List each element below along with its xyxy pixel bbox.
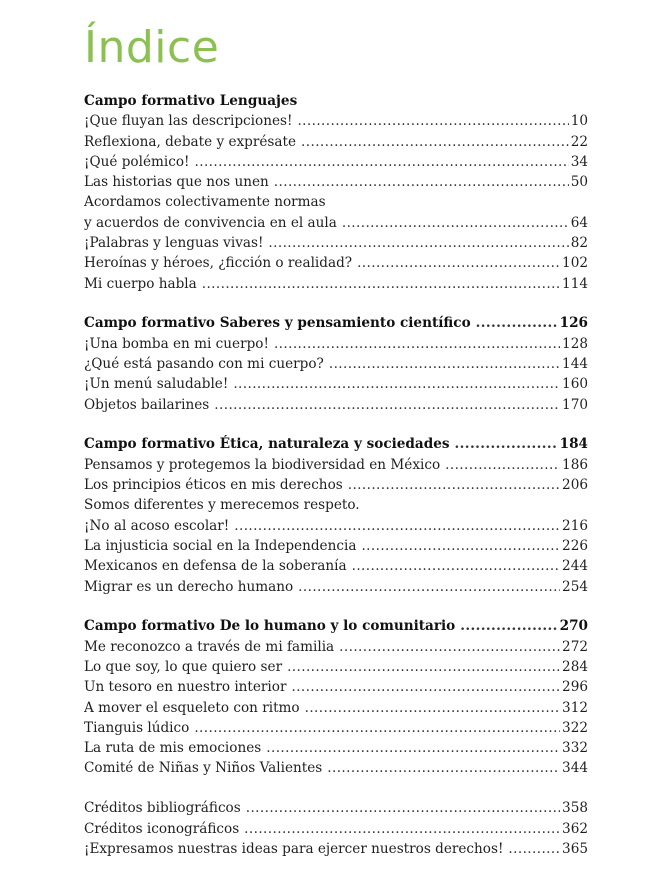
toc-entry-label: La injusticia social en la Independencia [84, 537, 357, 554]
dot-leader [195, 152, 569, 172]
page-number: 244 [562, 558, 588, 575]
toc-entry-label: ¡No al acoso escolar! [84, 517, 230, 534]
toc-entry[interactable] [84, 274, 588, 294]
section-heading[interactable] [84, 91, 588, 111]
toc-entry[interactable] [84, 718, 588, 738]
dot-leader [298, 577, 560, 597]
toc-entry-label: ¡Expresamos nuestras ideas para ejercer nuestros derechos! [84, 840, 504, 857]
dot-leader [274, 334, 560, 354]
page-number: 114 [562, 275, 588, 292]
toc-entry-label: Me reconozco a través de mi familia [84, 638, 335, 655]
toc-entry[interactable] [84, 556, 588, 576]
dot-leader [244, 819, 560, 839]
page-number: 332 [562, 740, 588, 757]
page-number: 272 [562, 638, 588, 655]
toc-entry-label: Lo que soy, lo que quiero ser [84, 658, 283, 675]
page-number: 64 [570, 214, 588, 231]
toc-entry[interactable] [84, 132, 588, 152]
page-number: 312 [562, 699, 588, 716]
page-number: 82 [570, 235, 588, 252]
toc-entry[interactable] [84, 354, 588, 374]
page-number: 344 [562, 760, 588, 777]
toc-entry-label: ¡Palabras y lenguas vivas! [84, 235, 264, 252]
toc-entry[interactable] [84, 233, 588, 253]
toc-entry[interactable] [84, 738, 588, 758]
toc-entry[interactable] [84, 819, 588, 839]
section-heading-label: Campo formativo Saberes y pensamiento científico [84, 315, 471, 332]
page-number: 296 [562, 679, 588, 696]
dot-leader [327, 758, 560, 778]
section-heading-label: Campo formativo De lo humano y lo comunitario [84, 618, 456, 635]
toc-entry[interactable] [84, 213, 588, 233]
toc-entry[interactable] [84, 516, 588, 536]
page-number: 126 [559, 315, 588, 332]
toc-entry-label: Mexicanos en defensa de la soberanía [84, 558, 347, 575]
toc-entry[interactable] [84, 758, 588, 778]
toc-entry[interactable] [84, 111, 588, 131]
dot-leader [357, 253, 560, 273]
toc-entry-label: Migrar es un derecho humano [84, 578, 294, 595]
dot-leader [194, 718, 560, 738]
toc-entry[interactable] [84, 172, 588, 192]
dot-leader [287, 657, 560, 677]
page-number: 10 [570, 113, 588, 130]
toc-entry[interactable] [84, 577, 588, 597]
toc-entry[interactable] [84, 698, 588, 718]
index-page [84, 0, 588, 879]
toc-entry-label: A mover el esqueleto con ritmo [84, 699, 300, 716]
toc-entry[interactable] [84, 798, 588, 818]
dot-leader [329, 354, 560, 374]
toc-entry[interactable] [84, 657, 588, 677]
page-number: 206 [562, 477, 588, 494]
toc-entry-label: Tianguis lúdico [84, 719, 190, 736]
toc-entry-label: Las historias que nos unen [84, 174, 269, 191]
section-heading[interactable] [84, 313, 588, 333]
page-title: Índice [84, 22, 220, 73]
page-number: 322 [562, 719, 588, 736]
page-number: 184 [559, 436, 588, 453]
toc-entry-label: Mi cuerpo habla [84, 275, 197, 292]
page-number: 270 [559, 618, 588, 635]
page-number: 22 [570, 133, 588, 150]
page-number: 365 [562, 840, 588, 857]
page-number: 186 [562, 456, 588, 473]
toc-section [84, 91, 588, 294]
page-number: 284 [562, 658, 588, 675]
dot-leader [445, 455, 560, 475]
dot-leader [233, 374, 560, 394]
toc-entry[interactable] [84, 495, 588, 515]
toc-entry-label: ¡Un menú saludable! [84, 376, 229, 393]
dot-leader [361, 536, 560, 556]
dot-leader [202, 274, 560, 294]
page-number: 358 [562, 800, 588, 817]
section-heading[interactable] [84, 616, 588, 636]
page-number: 128 [562, 335, 588, 352]
dot-leader [266, 738, 560, 758]
dot-leader [305, 698, 560, 718]
toc-section-credits [84, 798, 588, 859]
toc-entry[interactable] [84, 536, 588, 556]
toc-entry[interactable] [84, 677, 588, 697]
toc-entry-label: ¡Una bomba en mi cuerpo! [84, 335, 269, 352]
toc-entry-label: Pensamos y protegemos la biodiversidad en México [84, 456, 441, 473]
toc-section [84, 434, 588, 596]
dot-leader [268, 233, 568, 253]
dot-leader [352, 556, 560, 576]
toc-entry[interactable] [84, 395, 588, 415]
toc-entry-label: Heroínas y héroes, ¿ficción o realidad? [84, 255, 353, 272]
toc-entry-label: Créditos bibliográficos [84, 800, 241, 817]
toc-entry-label: Reflexiona, debate y exprésate [84, 133, 297, 150]
toc-entry-label: Créditos iconográficos [84, 820, 240, 837]
dot-leader [339, 637, 560, 657]
dot-leader [291, 677, 560, 697]
page-number: 160 [562, 376, 588, 393]
page-number: 170 [562, 396, 588, 413]
dot-leader [297, 111, 568, 131]
toc-section [84, 313, 588, 414]
dot-leader [460, 616, 557, 636]
section-heading-label: Campo formativo Ética, naturaleza y sociedades [84, 436, 450, 453]
dot-leader [348, 475, 560, 495]
toc-entry[interactable] [84, 637, 588, 657]
toc-entry-label: La ruta de mis emociones [84, 740, 262, 757]
page-number: 362 [562, 820, 588, 837]
toc-entry-label: Somos diferentes y merecemos respeto. [84, 497, 360, 514]
toc-section [84, 616, 588, 778]
toc-entry-label: Un tesoro en nuestro interior [84, 679, 287, 696]
section-heading-label: Campo formativo Lenguajes [84, 93, 298, 109]
toc-entry[interactable] [84, 253, 588, 273]
dot-leader [342, 213, 569, 233]
toc-entry-label: ¡Que fluyan las descripciones! [84, 113, 293, 130]
section-heading[interactable] [84, 434, 588, 454]
toc-entry-label: ¡Qué polémico! [84, 153, 190, 170]
toc-entry[interactable] [84, 839, 588, 859]
toc-entry-label: y acuerdos de convivencia en el aula [84, 214, 337, 231]
dot-leader [301, 132, 569, 152]
toc-entry-label: ¿Qué está pasando con mi cuerpo? [84, 356, 324, 373]
toc-entry-label: Objetos bailarines [84, 396, 210, 413]
page-number: 144 [562, 356, 588, 373]
dot-leader [246, 798, 560, 818]
toc-entry-label: Los principios éticos en mis derechos [84, 477, 343, 494]
dot-leader [455, 434, 558, 454]
dot-leader [476, 313, 558, 333]
page-number: 216 [562, 517, 588, 534]
dot-leader [234, 516, 560, 536]
page-number: 34 [570, 153, 588, 170]
toc-entry[interactable] [84, 475, 588, 495]
toc-entry-label: Comité de Niñas y Niños Valientes [84, 760, 323, 777]
toc-entry[interactable] [84, 334, 588, 354]
dot-leader [508, 839, 560, 859]
page-number: 254 [562, 578, 588, 595]
toc-entry[interactable] [84, 374, 588, 394]
toc-entry[interactable] [84, 455, 588, 475]
page-number: 102 [562, 255, 588, 272]
toc-entry-label: Acordamos colectivamente normas [84, 194, 326, 211]
toc-entry[interactable] [84, 152, 588, 172]
dot-leader [214, 395, 560, 415]
toc-entry[interactable] [84, 192, 588, 212]
table-of-contents [84, 91, 588, 859]
dot-leader [274, 172, 569, 192]
page-number: 226 [562, 537, 588, 554]
page-number: 50 [570, 174, 588, 191]
